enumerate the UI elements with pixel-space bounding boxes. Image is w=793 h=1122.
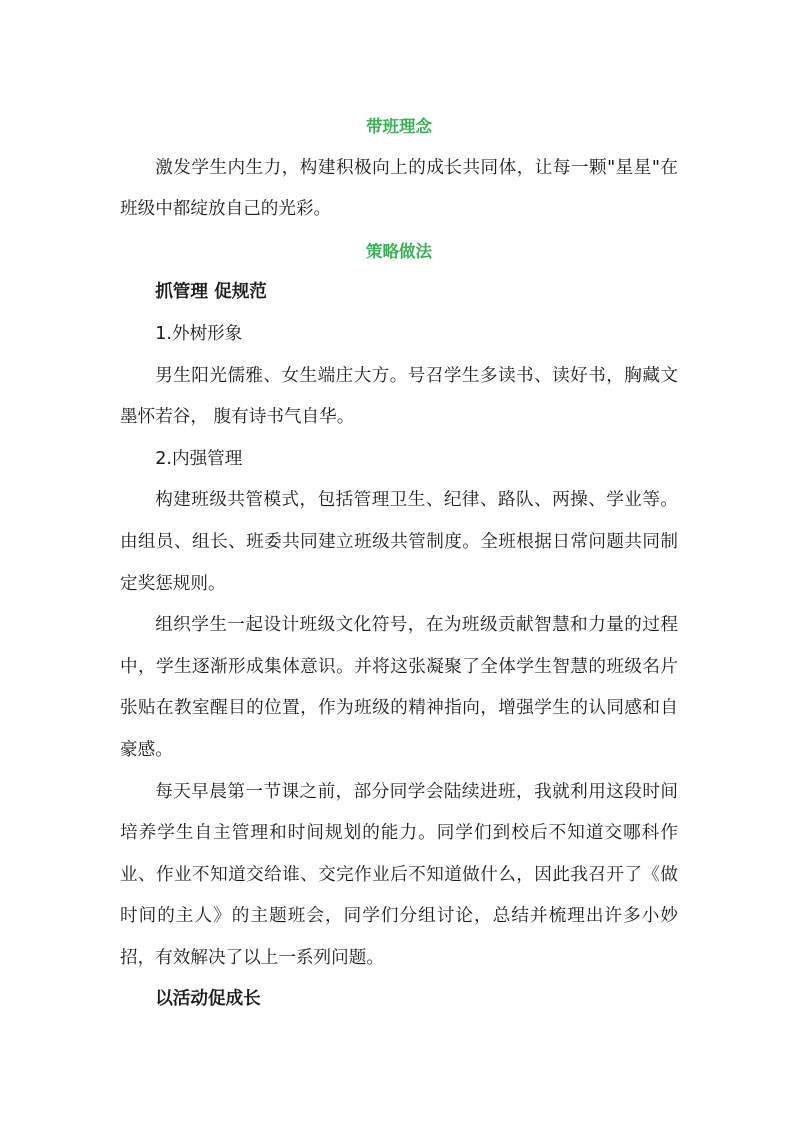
item2-text-3: 每天早晨第一节课之前，部分同学会陆续进班，我就利用这段时间培养学生自主管理和时间规划的能力。同学们到校后不知道交哪科作业、作业不知道交给谁、交完作业后不知道做什么，因此我召开了《做时间的主人》的主题班会，同学们分组讨论，总结并梳理出许多小妙招，有效解决了以上一系列问题。 <box>120 781 678 968</box>
document-page <box>120 106 678 1021</box>
management-heading: 抓管理 促规范 <box>155 282 267 303</box>
philosophy-title: 带班理念 <box>366 117 432 136</box>
activity-heading: 以活动促成长 <box>155 989 261 1010</box>
item1-text: 男生阳光儒雅、女生端庄大方。号召学生多读书、读好书，胸藏文墨怀若谷， 腹有诗书气自华。 <box>120 365 678 428</box>
strategy-title: 策略做法 <box>366 241 432 261</box>
item2-text-1: 构建班级共管模式，包括管理卫生、纪律、路队、两操、学业等。由组员、组长、班委共同建立班级共管制度。全班根据日常问题共同制定奖惩规则。 <box>120 490 678 594</box>
item1-title: 1.外树形象 <box>155 323 243 344</box>
item2-title: 2.内强管理 <box>155 448 243 469</box>
philosophy-text: 激发学生内生力，构建积极向上的成长共同体，让每一颗"星星"在班级中都绽放自己的光彩。 <box>120 157 678 220</box>
item2-text-2: 组织学生一起设计班级文化符号，在为班级贡献智慧和力量的过程中，学生逐渐形成集体意识。并将这张凝聚了全体学生智慧的班级名片张贴在教室醒目的位置，作为班级的精神指向，增强学生的认同感和自豪感。 <box>120 615 678 760</box>
